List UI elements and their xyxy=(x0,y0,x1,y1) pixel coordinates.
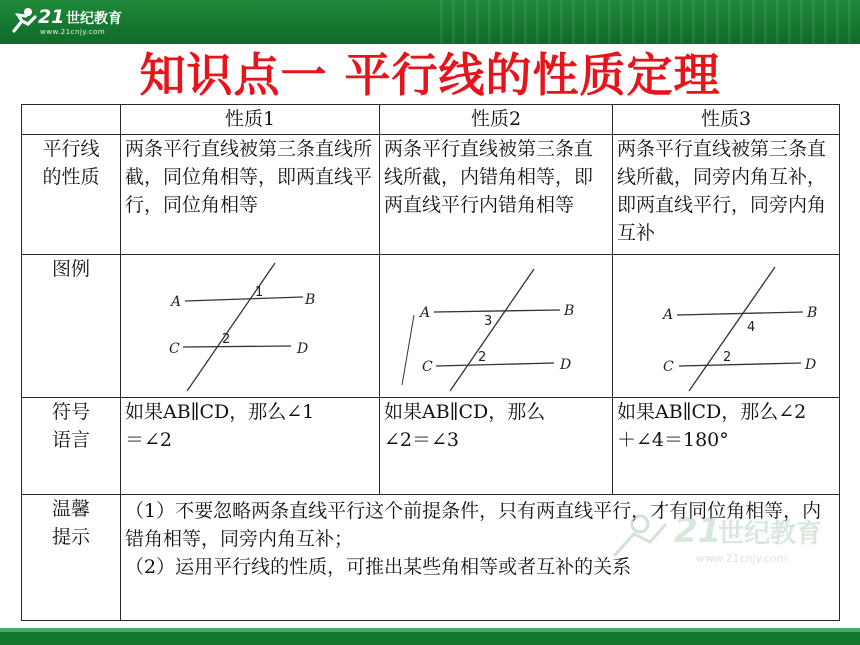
angle-2-label: 2 xyxy=(222,332,231,347)
property-3-text: 两条平行直线被第三条直线所截，同旁内角互补，即两直线平行，同旁内角互补 xyxy=(613,135,840,255)
figure-1-diagram xyxy=(125,255,381,395)
figure-1-cell xyxy=(121,255,380,398)
table-row-tip xyxy=(22,495,840,621)
watermark-text: 世纪教育 xyxy=(718,519,823,549)
label-a: A xyxy=(663,307,674,323)
svg-text:21: 21 xyxy=(674,511,722,551)
angle-3-label: 3 xyxy=(484,314,493,329)
transversal xyxy=(450,269,534,391)
angle-2-label: 2 xyxy=(723,350,732,365)
label-a: A xyxy=(420,305,431,321)
label-d: D xyxy=(297,341,309,357)
logo-number: 21 xyxy=(38,6,65,28)
symbol-3-text: 如果AB∥CD，那么∠2＋∠4＝180° xyxy=(613,398,840,495)
row-label-property xyxy=(22,135,121,255)
bottom-banner-highlight xyxy=(0,628,860,632)
property-1-text: 两条平行直线被第三条直线所截，同位角相等，即两直线平行，同位角相等 xyxy=(121,135,380,255)
row-label-symbol-text: 符号 语言 xyxy=(51,401,90,451)
bottom-banner xyxy=(0,628,860,645)
symbol-2-text: 如果AB∥CD，那么∠2＝∠3 xyxy=(380,398,613,495)
label-a: A xyxy=(171,294,182,310)
properties-table xyxy=(21,104,840,621)
angle-1-label: 1 xyxy=(255,285,264,300)
figure-3-cell xyxy=(613,255,840,398)
table-header-row xyxy=(22,105,840,135)
logo-text: 世纪教育 xyxy=(66,11,122,27)
row-label-symbol xyxy=(22,398,121,495)
site-logo[interactable] xyxy=(8,3,158,41)
angle-2-label: 2 xyxy=(478,350,487,365)
transversal xyxy=(187,263,275,391)
label-b: B xyxy=(564,303,575,319)
property-2-text: 两条平行直线被第三条直线所截，内错角相等，即两直线平行内错角相等 xyxy=(380,135,613,255)
table-row-figure xyxy=(22,255,840,398)
line-cd xyxy=(183,346,291,347)
symbol-1-text: 如果AB∥CD，那么∠1＝∠2 xyxy=(121,398,380,495)
row-label-tip-text: 温馨 提示 xyxy=(51,498,90,548)
header-property-3: 性质3 xyxy=(613,105,840,135)
line-ab xyxy=(434,310,560,312)
transversal xyxy=(689,267,775,391)
angle-4-label: 4 xyxy=(747,320,756,335)
figure-2-diagram xyxy=(384,255,615,395)
tip-cell xyxy=(121,495,840,621)
margin-mark xyxy=(402,315,414,385)
header-corner xyxy=(22,105,121,135)
logo-url: www.21cnjy.com xyxy=(40,28,106,36)
top-banner xyxy=(0,0,860,44)
line-cd xyxy=(436,363,554,366)
row-label-figure: 图例 xyxy=(22,255,121,398)
label-b: B xyxy=(807,305,818,321)
row-label-property-text: 平行线 的性质 xyxy=(42,138,100,188)
page-title: 知识点一 平行线的性质定理 xyxy=(139,48,721,102)
watermark-url: www.21cnjy.com xyxy=(696,552,788,565)
line-ab xyxy=(185,297,303,301)
header-property-1: 性质1 xyxy=(121,105,380,135)
table-row-symbol xyxy=(22,398,840,495)
header-property-2: 性质2 xyxy=(380,105,613,135)
tip-line-1: （1）不要忽略两条直线平行这个前提条件，只有两直线平行，才有同位角相等，内错角相等，同旁内角互补； xyxy=(125,500,822,550)
figure-3-diagram xyxy=(617,255,842,395)
label-c: C xyxy=(663,359,674,375)
label-c: C xyxy=(169,341,180,357)
label-d: D xyxy=(805,357,817,373)
figure-2-cell xyxy=(380,255,613,398)
table-row-property xyxy=(22,135,840,255)
label-b: B xyxy=(305,292,316,308)
runner-icon xyxy=(8,7,40,37)
label-d: D xyxy=(560,357,572,373)
label-c: C xyxy=(422,359,433,375)
line-ab xyxy=(677,312,803,315)
row-label-tip xyxy=(22,495,121,621)
banner-stripes xyxy=(440,0,860,44)
line-cd xyxy=(679,363,801,366)
tip-line-2: （2）运用平行线的性质，可推出某些角相等或者互补的关系 xyxy=(125,556,632,578)
